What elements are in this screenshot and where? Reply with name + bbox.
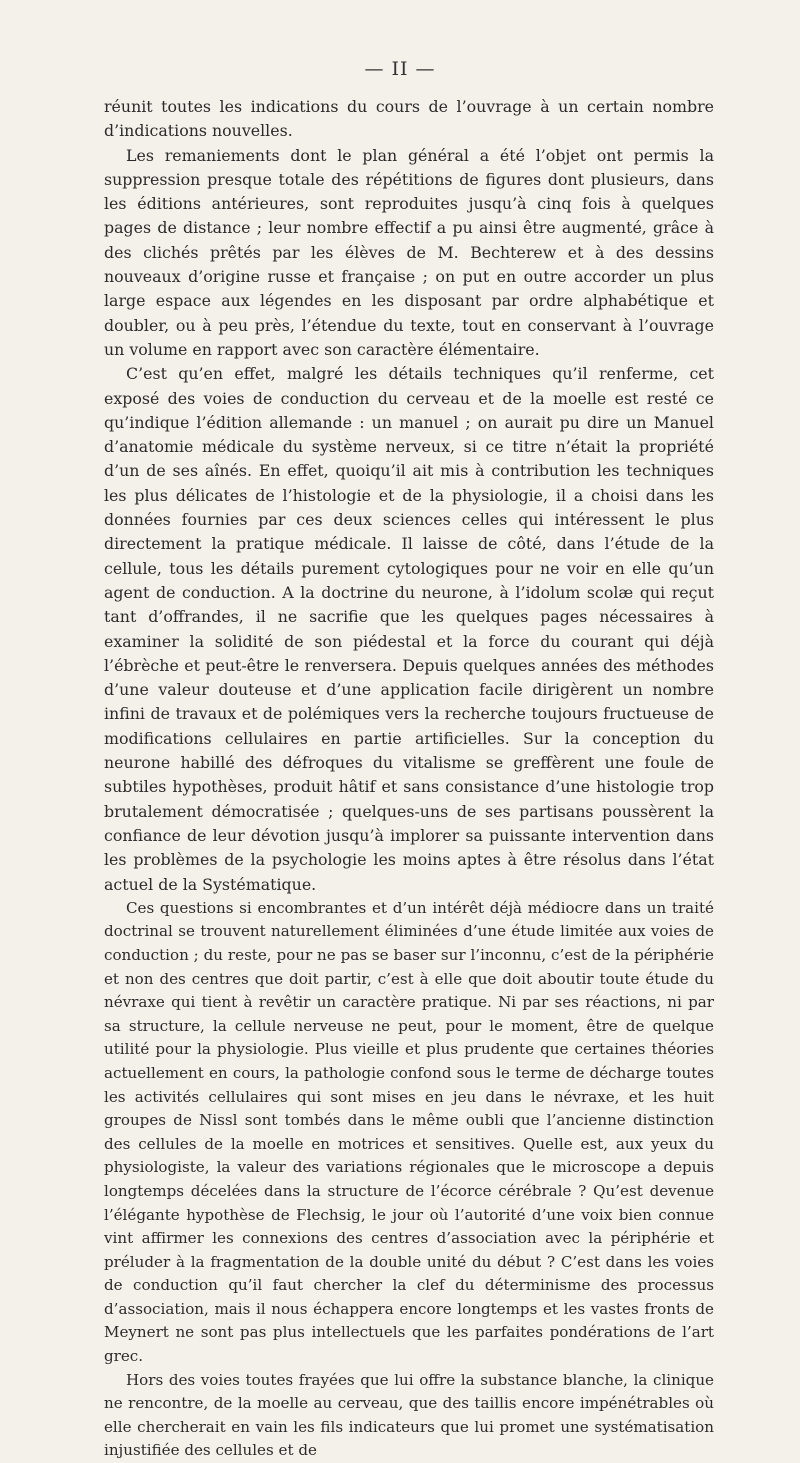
paragraph-continued: réunit toutes les indications du cours de l’ouvrage à un certain nombre d’indications nouvelles. xyxy=(104,97,714,141)
paragraph-clinic: Hors des voies toutes frayées que lui offre la substance blanche, la clinique ne rencontre, de la moelle au cerveau, que des taillis encore impénétrables où elle chercherait en vain les fils indicateurs que lui promet une systématisation injustifiée des cellules et de xyxy=(104,1370,714,1460)
body-text xyxy=(104,95,714,1463)
paragraph-manual: C’est qu’en effet, malgré les détails techniques qu’il renferme, cet exposé des voies de conduction du cerveau et de la moelle est resté ce qu’indique l’édition allemande : un manuel ; on aurait pu dire un Manuel d’anatomie médicale du système nerveux, si ce titre n’était la propriété d’un de ses aînés. En effet, quoiqu’il ait mis à contribution les techniques les plus délicates de l’histologie et de la physiologie, il a choisi dans les données fournies par ces deux sciences celles qui intéressent le plus directement la pratique médicale. Il laisse de côté, dans l’étude de la cellule, tous les détails purement cytologiques pour ne voir en elle qu’un agent de conduction. A la doctrine du neurone, à l’idolum scolæ qui reçut tant d’offrandes, il ne sacrifie que les quelques pages nécessaires à examiner la solidité de son piédestal et la force du courant qui déjà l’ébrèche et peut-être le renversera. Depuis quelques années des méthodes d’une valeur douteuse et d’une application facile dirigèrent un nombre infini de travaux et de polémiques vers la recherche toujours fructueuse de modifications cellulaires en partie artificielles. Sur la conception du neurone habillé des défroques du vitalisme se greffèrent une foule de subtiles hypothèses, produit hâtif et sans consistance d’une histologie trop brutalement démocratisée ; quelques-uns de ses partisans poussèrent la confiance de leur dévotion jusqu’à implorer sa puissante intervention dans les problèmes de la psychologie les moins aptes à être résolus dans l’état actuel de la Systématique. xyxy=(104,364,714,894)
page-number: — II — xyxy=(364,58,436,80)
paragraph-questions: Ces questions si encombrantes et d’un intérêt déjà médiocre dans un traité doctrinal se trouvent naturellement éliminées d’une étude limitée aux voies de conduction ; du reste, pour ne pas se baser sur l’inconnu, c’est de la périphérie et non des centres que doit partir, c’est à elle que doit aboutir toute étude du névraxe qui tient à revêtir un caractère pratique. Ni par ses réactions, ni par sa structure, la cellule nerveuse ne peut, pour le moment, être de quelque utilité pour la physiologie. Plus vieille et plus prudente que certaines théories actuellement en cours, la pathologie confond sous le terme de décharge toutes les activités cellulaires qui sont mises en jeu dans le névraxe, et les huit groupes de Nissl sont tombés dans le même oubli que l’ancienne distinction des cellules de la moelle en motrices et sensitives. Quelle est, aux yeux du physiologiste, la valeur des variations régionales que le microscope a depuis longtemps décelées dans la structure de l’écorce cérébrale ? Qu’est devenue l’élégante hypothèse de Flechsig, le jour où l’autorité d’une voix bien connue vint affirmer les connexions des centres d’association avec la périphérie et préluder à la fragmentation de la double unité du début ? C’est dans les voies de conduction qu’il faut chercher la clef du déterminisme des processus d’association, mais il nous échappera encore longtemps et les vastes fronts de Meynert ne sont pas plus intellectuels que les parfaites pondérations de l’art grec. xyxy=(104,898,714,1366)
paragraph-revisions: Les remaniements dont le plan général a été l’objet ont permis la suppression presque totale des répétitions de figures dont plusieurs, dans les éditions antérieures, sont reproduites jusqu’à cinq fois à quelques pages de distance ; leur nombre effectif a pu ainsi être augmenté, grâce à des clichés prêtés par les élèves de M. Bechterew et à des dessins nouveaux d’origine russe et française ; on put en outre accorder un plus large espace aux légendes en les disposant par ordre alphabétique et doubler, ou à peu près, l’étendue du texte, tout en conservant à l’ouvrage un volume en rapport avec son caractère élémentaire. xyxy=(104,145,714,359)
